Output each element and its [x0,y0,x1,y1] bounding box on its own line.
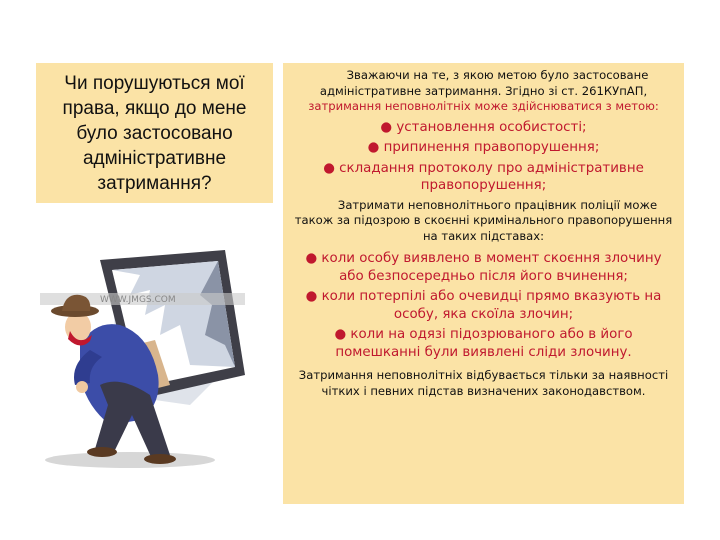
question-text: Чи порушуються мої права, якщо до мене було застосовано адміністративне затримання? [62,72,247,194]
conclusion-text: Затримання неповнолітніх відбувається тільки за наявності чітких і певних підстав визначених законодавством. [298,368,669,398]
intro-text: Зважаючи на те, з якою метою було застосоване адміністративне затримання. Згідно зі ст. 261КУпАП, [319,68,649,98]
purpose-item: ● складання протоколу про адміністративне правопорушення; [323,160,644,193]
watermark-text: WWW.JMGS.COM [100,295,176,305]
ground-item: ● коли потерпілі або очевидці прямо вказують на особу, яка скоїла злочин; [305,289,662,322]
question-box [36,63,273,203]
suspicion-text: Затримати неповнолітнього працівник поліції може також за підозрою в скоєнні кримінального правопорушення на таких підставах: [294,197,673,243]
purpose-item: ● установлення особистості; [380,119,587,135]
purpose-item: ● припинення правопорушення; [367,140,600,155]
intro-red-text: затримання неповнолітніх може здійснюватися з метою: [308,99,659,113]
ground-item: ● коли на одязі підозрюваного або в його помешканні були виявлені сліди злочину. [334,327,633,360]
info-box [283,63,684,504]
thief-illustration [40,235,255,475]
ground-item: ● коли особу виявлено в момент скоєння злочину або безпосередньо після його вчинення; [305,251,662,284]
